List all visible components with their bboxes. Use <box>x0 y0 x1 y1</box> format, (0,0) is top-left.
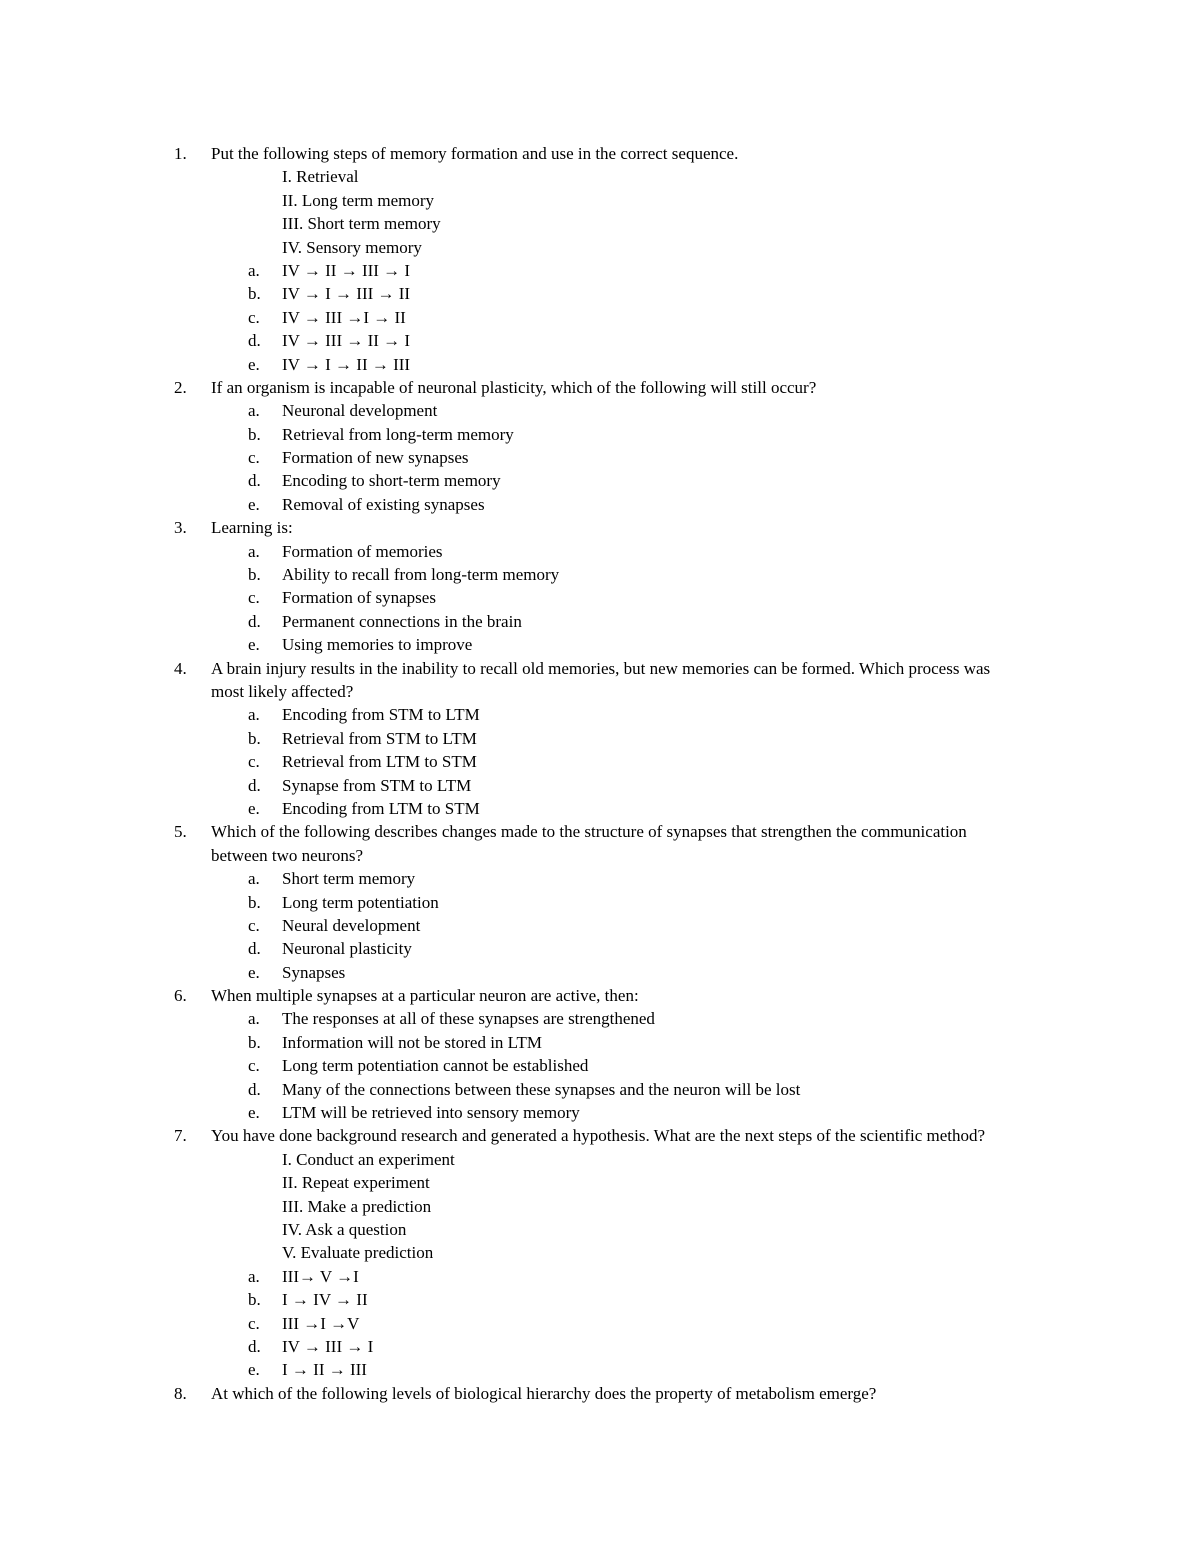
option-text: IV → III →I → II <box>282 307 406 327</box>
answer-option <box>0 282 1200 305</box>
answer-option <box>0 1101 1200 1124</box>
option-letter: b. <box>248 728 261 748</box>
question-number: 7. <box>174 1126 187 1146</box>
option-letter: a. <box>248 869 260 889</box>
answer-option <box>0 353 1200 376</box>
answer-option <box>0 891 1200 914</box>
question-line <box>0 820 1200 843</box>
question-number: 2. <box>174 377 187 397</box>
question-line <box>0 376 1200 399</box>
roman-item <box>0 1218 1200 1241</box>
option-letter: d. <box>248 471 261 491</box>
option-text: Neuronal development <box>282 401 438 421</box>
option-text: III→ V →I <box>282 1266 359 1286</box>
option-letter: d. <box>248 611 261 631</box>
question-number: 5. <box>174 822 187 842</box>
option-letter: c. <box>248 307 260 327</box>
question-line <box>0 142 1200 165</box>
question-block <box>0 142 1200 376</box>
option-letter: e. <box>248 494 260 514</box>
option-text: I → IV → II <box>282 1290 368 1310</box>
answer-option <box>0 797 1200 820</box>
answer-option <box>0 961 1200 984</box>
worksheet-page <box>0 142 1200 1405</box>
option-letter: c. <box>248 915 260 935</box>
option-letter: b. <box>248 565 261 585</box>
question-text: between two neurons? <box>211 845 364 865</box>
option-text: Neuronal plasticity <box>282 939 412 959</box>
option-text: Retrieval from LTM to STM <box>282 752 477 772</box>
roman-item-text: III. Make a prediction <box>282 1196 432 1216</box>
option-text: IV → II → III → I <box>282 260 411 280</box>
option-letter: d. <box>248 939 261 959</box>
question-line <box>0 657 1200 680</box>
question-text: Which of the following describes changes made to the structure of synapses that strengthen the communication <box>211 822 967 842</box>
roman-item <box>0 236 1200 259</box>
answer-option <box>0 540 1200 563</box>
question-text: Learning is: <box>211 518 293 538</box>
answer-option <box>0 1031 1200 1054</box>
option-letter: a. <box>248 541 260 561</box>
option-letter: b. <box>248 284 261 304</box>
question-line <box>0 984 1200 1007</box>
option-letter: c. <box>248 1056 260 1076</box>
option-letter: a. <box>248 260 260 280</box>
question-block <box>0 516 1200 656</box>
option-letter: e. <box>248 962 260 982</box>
question-line <box>0 1382 1200 1405</box>
roman-item <box>0 1241 1200 1264</box>
answer-option <box>0 259 1200 282</box>
roman-item-text: V. Evaluate prediction <box>282 1243 434 1263</box>
option-text: Information will not be stored in LTM <box>282 1032 543 1052</box>
question-block <box>0 657 1200 821</box>
option-letter: e. <box>248 1360 260 1380</box>
roman-item-text: IV. Ask a question <box>282 1219 407 1239</box>
option-letter: b. <box>248 1032 261 1052</box>
answer-option <box>0 727 1200 750</box>
question-block <box>0 1382 1200 1405</box>
question-number: 8. <box>174 1383 187 1403</box>
option-text: Short term memory <box>282 869 416 889</box>
option-letter: d. <box>248 331 261 351</box>
option-text: Using memories to improve <box>282 635 473 655</box>
answer-option <box>0 937 1200 960</box>
answer-option <box>0 399 1200 422</box>
option-text: IV → III → I <box>282 1336 374 1356</box>
option-text: The responses at all of these synapses are strengthened <box>282 1009 655 1029</box>
option-text: Retrieval from STM to LTM <box>282 728 477 748</box>
answer-option <box>0 423 1200 446</box>
option-text: Long term potentiation cannot be established <box>282 1056 589 1076</box>
option-text: IV → I → II → III <box>282 354 411 374</box>
option-text: LTM will be retrieved into sensory memory <box>282 1103 580 1123</box>
question-line <box>0 1124 1200 1147</box>
option-text: Synapses <box>282 962 346 982</box>
option-text: IV → I → III → II <box>282 284 411 304</box>
roman-item <box>0 189 1200 212</box>
option-letter: b. <box>248 892 261 912</box>
option-letter: a. <box>248 705 260 725</box>
option-letter: e. <box>248 354 260 374</box>
answer-option <box>0 1288 1200 1311</box>
question-block <box>0 376 1200 516</box>
answer-option <box>0 1312 1200 1335</box>
question-text: Put the following steps of memory formation and use in the correct sequence. <box>211 144 739 163</box>
option-text: Many of the connections between these synapses and the neuron will be lost <box>282 1079 801 1099</box>
answer-option <box>0 1054 1200 1077</box>
answer-option <box>0 563 1200 586</box>
option-text: III →I →V <box>282 1313 360 1333</box>
answer-option <box>0 493 1200 516</box>
roman-item <box>0 1148 1200 1171</box>
roman-item-text: I. Conduct an experiment <box>282 1149 455 1169</box>
option-text: IV → III → II → I <box>282 331 411 351</box>
option-letter: c. <box>248 588 260 608</box>
option-text: Encoding to short-term memory <box>282 471 501 491</box>
option-letter: d. <box>248 1079 261 1099</box>
question-number: 3. <box>174 518 187 538</box>
option-text: Formation of new synapses <box>282 448 469 468</box>
answer-option <box>0 1078 1200 1101</box>
answer-option <box>0 750 1200 773</box>
answer-option <box>0 914 1200 937</box>
question-text: When multiple synapses at a particular neuron are active, then: <box>211 986 639 1006</box>
answer-option <box>0 633 1200 656</box>
question-line <box>0 516 1200 539</box>
question-block <box>0 984 1200 1124</box>
option-letter: d. <box>248 1336 261 1356</box>
answer-option <box>0 469 1200 492</box>
answer-option <box>0 774 1200 797</box>
option-letter: c. <box>248 448 260 468</box>
answer-option <box>0 1335 1200 1358</box>
roman-item <box>0 1195 1200 1218</box>
option-letter: a. <box>248 1009 260 1029</box>
roman-item-text: II. Repeat experiment <box>282 1173 430 1193</box>
option-letter: b. <box>248 424 261 444</box>
answer-option <box>0 306 1200 329</box>
question-number: 1. <box>174 144 187 163</box>
option-text: Ability to recall from long-term memory <box>282 565 560 585</box>
option-text: Permanent connections in the brain <box>282 611 522 631</box>
answer-option <box>0 703 1200 726</box>
roman-item-text: I. Retrieval <box>282 167 359 187</box>
option-text: Retrieval from long-term memory <box>282 424 514 444</box>
roman-item-text: IV. Sensory memory <box>282 237 422 257</box>
question-text: most likely affected? <box>211 681 354 701</box>
option-letter: a. <box>248 401 260 421</box>
answer-option <box>0 329 1200 352</box>
question-block <box>0 820 1200 984</box>
question-text: A brain injury results in the inability to recall old memories, but new memories can be formed. Which process was <box>211 658 991 678</box>
answer-option <box>0 586 1200 609</box>
option-text: Removal of existing synapses <box>282 494 485 514</box>
question-line <box>0 680 1200 703</box>
question-number: 6. <box>174 986 187 1006</box>
option-letter: a. <box>248 1266 260 1286</box>
option-text: Synapse from STM to LTM <box>282 775 472 795</box>
option-text: Formation of synapses <box>282 588 436 608</box>
answer-option <box>0 1265 1200 1288</box>
option-letter: c. <box>248 752 260 772</box>
answer-option <box>0 446 1200 469</box>
option-text: Formation of memories <box>282 541 443 561</box>
option-letter: e. <box>248 1103 260 1123</box>
question-text: You have done background research and generated a hypothesis. What are the next steps of the scientific method? <box>211 1126 986 1146</box>
roman-item-text: II. Long term memory <box>282 190 435 210</box>
roman-item <box>0 1171 1200 1194</box>
answer-option <box>0 1358 1200 1381</box>
option-letter: c. <box>248 1313 260 1333</box>
option-text: I → II → III <box>282 1360 367 1380</box>
roman-item <box>0 212 1200 235</box>
option-text: Long term potentiation <box>282 892 439 912</box>
question-text: At which of the following levels of biological hierarchy does the property of metabolism emerge? <box>211 1383 877 1403</box>
option-text: Neural development <box>282 915 421 935</box>
answer-option <box>0 610 1200 633</box>
option-text: Encoding from STM to LTM <box>282 705 480 725</box>
option-letter: b. <box>248 1290 261 1310</box>
question-line <box>0 844 1200 867</box>
option-letter: e. <box>248 798 260 818</box>
roman-item <box>0 165 1200 188</box>
option-letter: d. <box>248 775 261 795</box>
answer-option <box>0 867 1200 890</box>
question-number: 4. <box>174 658 187 678</box>
answer-option <box>0 1007 1200 1030</box>
option-text: Encoding from LTM to STM <box>282 798 480 818</box>
roman-item-text: III. Short term memory <box>282 214 441 234</box>
option-letter: e. <box>248 635 260 655</box>
question-block <box>0 1124 1200 1381</box>
question-text: If an organism is incapable of neuronal plasticity, which of the following will still occur? <box>211 377 817 397</box>
